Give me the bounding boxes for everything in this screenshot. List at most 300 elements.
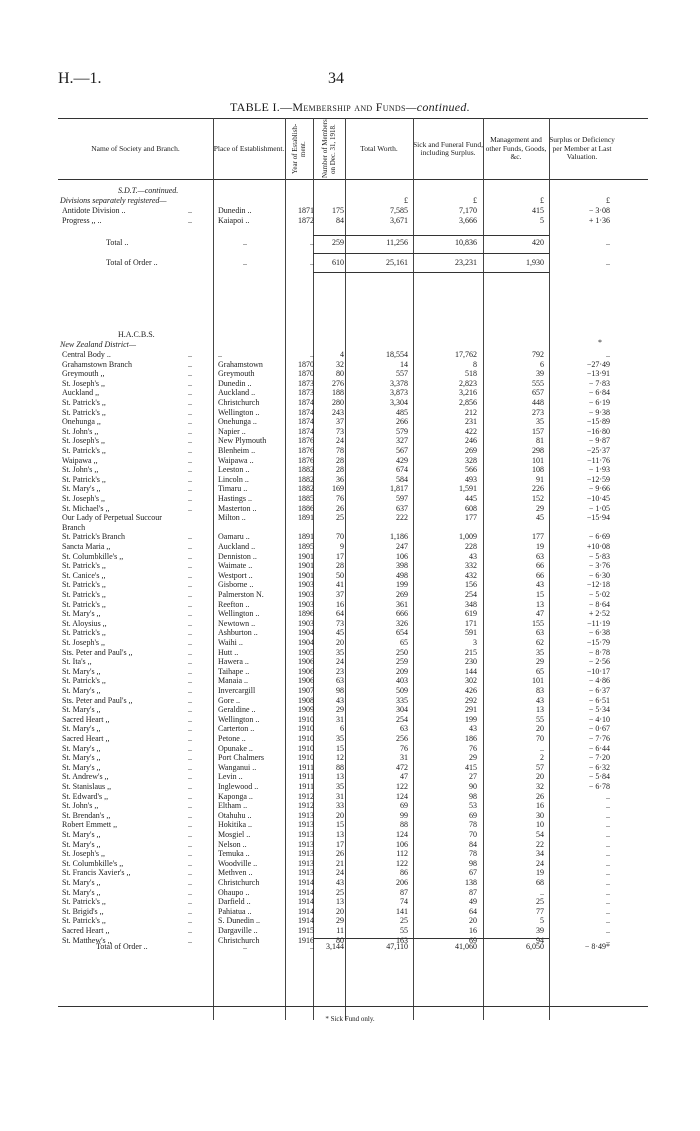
cell-worth: 87 [400, 887, 408, 897]
cell-sick: 348 [465, 599, 477, 609]
cell-place: Christchurch [218, 878, 260, 887]
total-surplus: .. [606, 238, 610, 247]
cell-mgmt: 77 [536, 906, 544, 916]
cell-sick: 3,666 [459, 215, 477, 225]
cell-worth: 86 [400, 868, 408, 878]
cell-dots: .. [188, 830, 192, 839]
cell-sick: 8 [473, 359, 477, 369]
cell-members: 73 [336, 618, 344, 628]
cell-place: Christchurch [218, 398, 260, 407]
table-row [58, 801, 648, 811]
cell-dots: .. [188, 436, 192, 446]
cell-worth: 666 [396, 609, 408, 619]
cell-sick: 591 [465, 628, 477, 638]
cell-sick: 20 [469, 916, 477, 926]
cell-surplus: .. [606, 830, 610, 839]
order-members: 610 [332, 258, 344, 267]
cell-surplus: − 9·87 [588, 436, 610, 446]
table-row [58, 465, 648, 475]
table-row [58, 628, 648, 638]
cell-dots: .. [188, 926, 192, 935]
cell-dots: .. [188, 561, 192, 571]
cell-members: 63 [336, 676, 344, 686]
table-row [58, 840, 648, 850]
cell-sick: 43 [469, 551, 477, 561]
cell-name: St. Mary's ,, [62, 484, 101, 494]
cell-mgmt: 39 [536, 926, 544, 935]
cell-members: 25 [336, 513, 344, 523]
cell-sick: 53 [469, 801, 477, 811]
table-row [58, 350, 648, 360]
cell-dots: .. [188, 887, 192, 897]
order-surplus: .. [606, 258, 610, 267]
cell-dots: .. [188, 666, 192, 676]
cell-place: Opunake .. [218, 743, 253, 753]
cell-surplus: .. [606, 801, 610, 811]
cell-surplus: − 6·30 [588, 570, 610, 580]
cell-sick: 1,009 [459, 532, 477, 542]
cell-place: Levin .. [218, 772, 243, 782]
cell-year: 1914 [298, 906, 314, 916]
hacbs-subheading: New Zealand District— [60, 340, 137, 349]
cell-sick: 7,170 [459, 206, 477, 215]
cell-name: St. Michael's ,, [62, 503, 110, 513]
cell-name: St. Patrick's ,, [62, 590, 106, 599]
cell-year: 1873 [298, 388, 314, 398]
order-label: Total of Order .. [106, 258, 158, 267]
cell-sick: 171 [465, 618, 477, 628]
cell-sick: 43 [469, 724, 477, 734]
cell-worth: 584 [396, 474, 408, 484]
cell-sick: 230 [465, 657, 477, 667]
cell-year: 1891 [298, 532, 314, 542]
total-label: Total .. [106, 238, 129, 247]
cell-sick: 3 [473, 638, 477, 647]
cell-mgmt: 29 [536, 657, 544, 667]
table-row [58, 715, 648, 725]
cell-worth: 74 [400, 897, 408, 907]
cell-members: 17 [336, 551, 344, 561]
cell-place: Dargaville .. [218, 926, 258, 935]
cell-year: 1882 [298, 465, 314, 475]
cell-mgmt: 63 [536, 551, 544, 561]
cell-place: Waipawa .. [218, 455, 254, 465]
cell-name: Auckland ,, [62, 388, 100, 398]
cell-name: Sacred Heart ,, [62, 926, 110, 935]
cell-worth: 206 [396, 878, 408, 887]
cell-year: 1903 [298, 599, 314, 609]
cell-mgmt: 62 [536, 638, 544, 647]
cell-year: 1885 [298, 494, 314, 503]
cell-sick: 64 [469, 906, 477, 916]
cell-mgmt: 94 [536, 935, 544, 945]
cell-place: Wellington .. [218, 609, 260, 619]
order-worth: 47,110 [386, 942, 408, 951]
cell-worth: 25 [400, 916, 408, 926]
cell-name: St. Brendan's ,, [62, 810, 111, 820]
cell-mgmt: 35 [536, 417, 544, 427]
cell-sick: 177 [465, 513, 477, 523]
cell-year: 1873 [298, 378, 314, 388]
page-number: 34 [328, 70, 344, 87]
document-reference: H.—1. [58, 70, 102, 87]
cell-dots: .. [188, 215, 192, 225]
cell-surplus: −15·89 [586, 417, 610, 427]
cell-place: Eltham .. [218, 801, 248, 811]
cell-surplus: −12·18 [586, 580, 610, 590]
cell-members: 78 [336, 446, 344, 455]
cell-dots: .. [188, 878, 192, 887]
cell-dots: .. [188, 724, 192, 734]
cell-dots: .. [188, 618, 192, 628]
cell-place: Taihape .. [218, 666, 250, 676]
cell-surplus: .. [606, 878, 610, 887]
cell-name: St. Mary's ,, [62, 762, 101, 772]
cell-year: 1910 [298, 753, 314, 763]
cell-members: 175 [332, 206, 344, 215]
cell-dots: .. [188, 474, 192, 484]
cell-surplus: .. [606, 791, 610, 801]
col-header-name: Name of Society and Branch. [91, 143, 180, 153]
cell-name: St. Aloysius ,, [62, 618, 107, 628]
cell-surplus: −13·91 [586, 369, 610, 379]
cell-members: 24 [336, 436, 344, 446]
cell-sick: 608 [465, 503, 477, 513]
cell-place: Denniston .. [218, 551, 257, 561]
cell-name: St. Patrick's ,, [62, 599, 106, 609]
cell-place: Gisborne .. [218, 580, 254, 590]
cell-members: 98 [336, 686, 344, 695]
cell-place: Pahiatua .. [218, 906, 252, 916]
table-row [58, 753, 648, 763]
table-row [58, 427, 648, 437]
cell-name: St. Patrick's Branch [62, 532, 125, 542]
cell-members: 20 [336, 810, 344, 820]
cell-place: Palmerston N. [218, 590, 264, 599]
cell-mgmt: 30 [536, 810, 544, 820]
cell-worth: 403 [396, 676, 408, 686]
cell-surplus: .. [606, 887, 610, 897]
cell-year: 1901 [298, 570, 314, 580]
cell-mgmt: 20 [536, 724, 544, 734]
cell-year: 1913 [298, 810, 314, 820]
cell-worth: 88 [400, 820, 408, 830]
cell-members: 15 [336, 820, 344, 830]
cell-mgmt: 47 [536, 609, 544, 619]
cell-mgmt: .. [540, 743, 544, 753]
cell-sick: 619 [465, 609, 477, 619]
cell-members: 76 [336, 494, 344, 503]
cell-mgmt: 555 [532, 378, 544, 388]
cell-sick: 246 [465, 436, 477, 446]
cell-mgmt: 152 [532, 494, 544, 503]
cell-dots: .. [188, 417, 192, 427]
cell-worth: 65 [400, 638, 408, 647]
cell-place: Kaponga .. [218, 791, 253, 801]
cell-surplus: .. [606, 897, 610, 907]
cell-name: Central Body .. [62, 350, 111, 359]
cell-worth: 398 [396, 561, 408, 571]
cell-year: 1913 [298, 839, 314, 849]
cell-worth: 69 [400, 801, 408, 811]
cell-place: Lincoln .. [218, 474, 249, 484]
cell-members: 13 [336, 897, 344, 907]
cell-worth: 3,304 [390, 398, 408, 407]
cell-year: 1912 [298, 801, 314, 811]
cell-dots: .. [188, 551, 192, 561]
cell-name: St. Mary's ,, [62, 686, 101, 695]
cell-name: St. Mary's ,, [62, 666, 101, 676]
cell-members: 84 [336, 215, 344, 225]
cell-place: Blenheim .. [218, 446, 256, 455]
total-rule [313, 272, 549, 273]
cell-members: 16 [336, 599, 344, 609]
cell-surplus: + 1·36 [588, 215, 610, 225]
cell-year: 1903 [298, 590, 314, 599]
table-row [58, 542, 648, 552]
cell-year: 1913 [298, 868, 314, 878]
cell-members: 41 [336, 580, 344, 590]
cell-worth: 557 [396, 369, 408, 379]
cell-worth: 124 [396, 791, 408, 801]
cell-name: St. Mary's ,, [62, 878, 101, 887]
cell-year: 1910 [298, 734, 314, 743]
order-year: .. [310, 258, 314, 267]
cell-place: Waimate .. [218, 561, 253, 571]
sdt-heading: S.D.T.—continued. [118, 186, 179, 195]
cell-mgmt: 6 [540, 359, 544, 369]
table-row [58, 868, 648, 878]
table-row [58, 792, 648, 802]
cell-year: 1874 [298, 398, 314, 407]
cell-members: 13 [336, 830, 344, 839]
cell-surplus: − 4·10 [588, 714, 610, 724]
cell-sick: 49 [469, 897, 477, 907]
cell-mgmt: 101 [532, 455, 544, 465]
cell-sick: 90 [469, 782, 477, 791]
table-row [58, 494, 648, 504]
cell-mgmt: 24 [536, 858, 544, 868]
cell-surplus: − 3·08 [588, 206, 610, 215]
cell-year: 1914 [298, 916, 314, 926]
col-header-year [285, 119, 313, 179]
order-sick: 41,060 [455, 942, 477, 951]
cell-surplus: − 6·78 [588, 782, 610, 791]
cell-dots: .. [188, 426, 192, 436]
cell-dots: .. [188, 686, 192, 695]
table-row [58, 561, 648, 571]
cell-mgmt: 39 [536, 369, 544, 379]
cell-mgmt: 57 [536, 762, 544, 772]
table-row [58, 763, 648, 773]
cell-name: Progress ,, .. [62, 215, 102, 225]
cell-sick: 426 [465, 686, 477, 695]
cell-mgmt: 43 [536, 580, 544, 590]
table-row [58, 696, 648, 706]
cell-worth: 247 [396, 542, 408, 551]
cell-surplus: .. [606, 820, 610, 830]
cell-name: Antidote Division .. [62, 206, 126, 215]
total-mgmt: 420 [532, 238, 544, 247]
cell-mgmt: 298 [532, 446, 544, 455]
cell-surplus: − 6·69 [588, 532, 610, 542]
cell-place: S. Dunedin .. [218, 916, 260, 926]
cell-sick: 493 [465, 474, 477, 484]
cell-sick: 445 [465, 494, 477, 503]
cell-name: St. Joseph's ,, [62, 494, 106, 503]
cell-year: 1909 [298, 705, 314, 715]
cell-sick: 212 [465, 407, 477, 417]
cell-place: Wanganui .. [218, 762, 257, 772]
cell-mgmt: 273 [532, 407, 544, 417]
cell-worth: 256 [396, 734, 408, 743]
cell-worth: 269 [396, 590, 408, 599]
table-row [58, 580, 648, 590]
cell-members: 88 [336, 762, 344, 772]
table-row [58, 907, 648, 917]
cell-mgmt: 108 [532, 465, 544, 475]
cell-members: 32 [336, 359, 344, 369]
cell-dots: .. [188, 935, 192, 945]
cell-name: St. Columbkille's ,, [62, 551, 124, 561]
cell-surplus: − 6·37 [588, 686, 610, 695]
cell-sick: 78 [469, 820, 477, 830]
cell-surplus: − 6·19 [588, 398, 610, 407]
cell-dots: .. [188, 388, 192, 398]
cell-members: 280 [332, 398, 344, 407]
cell-members: 23 [336, 666, 344, 676]
cell-year: 1913 [298, 830, 314, 839]
table-row [58, 552, 648, 562]
cell-year: 1910 [298, 714, 314, 724]
cell-place: Auckland .. [218, 388, 256, 398]
cell-year: 1906 [298, 666, 314, 676]
cell-dots: .. [188, 638, 192, 647]
cell-members: 37 [336, 417, 344, 427]
cell-dots: .. [188, 897, 192, 907]
cell-name: Sancta Maria ,, [62, 542, 111, 551]
cell-sick: 67 [469, 868, 477, 878]
cell-mgmt: 35 [536, 647, 544, 657]
cell-year: 1870 [298, 359, 314, 369]
cell-mgmt: 5 [540, 215, 544, 225]
cell-worth: 1,186 [390, 532, 408, 542]
cell-worth: 3,378 [390, 378, 408, 388]
cell-name: St. Patrick's ,, [62, 446, 106, 455]
cell-dots: .. [188, 906, 192, 916]
table-header [58, 118, 648, 180]
cell-sick: 291 [465, 705, 477, 715]
cell-sick: 87 [469, 887, 477, 897]
cell-members: 188 [332, 388, 344, 398]
cell-year: 1914 [298, 887, 314, 897]
cell-year: 1904 [298, 638, 314, 647]
cell-members: 29 [336, 705, 344, 715]
cell-sick: 27 [469, 772, 477, 782]
cell-surplus: − 6·84 [588, 388, 610, 398]
table-row [58, 849, 648, 859]
order-members: 3,144 [326, 942, 344, 951]
cell-name: St. Joseph's ,, [62, 849, 106, 859]
cell-members: 276 [332, 378, 344, 388]
order-sick: 23,231 [455, 258, 477, 267]
cell-place: Reefton .. [218, 599, 250, 609]
table-row [58, 724, 648, 734]
cell-worth: 266 [396, 417, 408, 427]
cell-dots: .. [188, 609, 192, 619]
cell-place: Wellington .. [218, 407, 260, 417]
order-mgmt: 1,930 [526, 258, 544, 267]
cell-mgmt: 65 [536, 666, 544, 676]
cell-mgmt: 226 [532, 484, 544, 494]
cell-mgmt: 54 [536, 830, 544, 839]
cell-sick: 215 [465, 647, 477, 657]
cell-sick: 98 [469, 791, 477, 801]
cell-mgmt: 20 [536, 772, 544, 782]
cell-sick: 566 [465, 465, 477, 475]
cell-surplus: −25·37 [586, 446, 610, 455]
cell-worth: 106 [396, 551, 408, 561]
col-header-mgmt: Management and other Funds, Goods, &c. [485, 135, 547, 162]
col-header-members-text: Number of Members on Dec. 31, 1918. [321, 119, 337, 179]
cell-sick: 415 [465, 762, 477, 772]
cell-dots: .. [188, 532, 192, 542]
cell-surplus: −15·94 [586, 513, 610, 523]
cell-sick: 84 [469, 839, 477, 849]
cell-sick: 254 [465, 590, 477, 599]
cell-members: 43 [336, 695, 344, 705]
cell-sick: 231 [465, 417, 477, 427]
cell-place: Christchurch [218, 935, 260, 945]
cell-name: Sts. Peter and Paul's ,, [62, 695, 133, 705]
cell-surplus: − 2·56 [588, 657, 610, 667]
table-row [58, 398, 648, 408]
cell-surplus: − 8·64 [588, 599, 610, 609]
cell-name: St. Matthew's ,, [62, 935, 112, 945]
cell-members: 36 [336, 474, 344, 484]
table-row [58, 648, 648, 658]
cell-place: Manaia .. [218, 676, 248, 686]
cell-dots: .. [188, 762, 192, 772]
cell-name: St. Canice's ,, [62, 570, 106, 580]
cell-mgmt: 177 [532, 532, 544, 542]
cell-worth: 112 [396, 849, 408, 859]
cell-name: St. Mary's ,, [62, 830, 101, 839]
cell-mgmt: 19 [536, 542, 544, 551]
cell-worth: 361 [396, 599, 408, 609]
cell-dots: .. [188, 580, 192, 590]
cell-year: 1915 [298, 926, 314, 935]
cell-surplus: .. [606, 906, 610, 916]
cell-dots: .. [188, 484, 192, 494]
cell-name: St. Joseph's ,, [62, 436, 106, 446]
cell-sick: 2,856 [459, 398, 477, 407]
table-row [58, 782, 648, 792]
cell-worth: 250 [396, 647, 408, 657]
cell-place: Wellington .. [218, 714, 260, 724]
cell-sick: 76 [469, 743, 477, 753]
cell-mgmt: 29 [536, 503, 544, 513]
cell-mgmt: 101 [532, 676, 544, 686]
cell-dots: .. [188, 206, 192, 215]
cell-members: 6 [340, 724, 344, 734]
cell-sick: 422 [465, 426, 477, 436]
cell-place: Inglewood .. [218, 782, 259, 791]
cell-worth: 63 [400, 724, 408, 734]
cell-mgmt: 16 [536, 801, 544, 811]
cell-surplus: + 2·52 [588, 609, 610, 619]
total-rule [313, 253, 549, 254]
